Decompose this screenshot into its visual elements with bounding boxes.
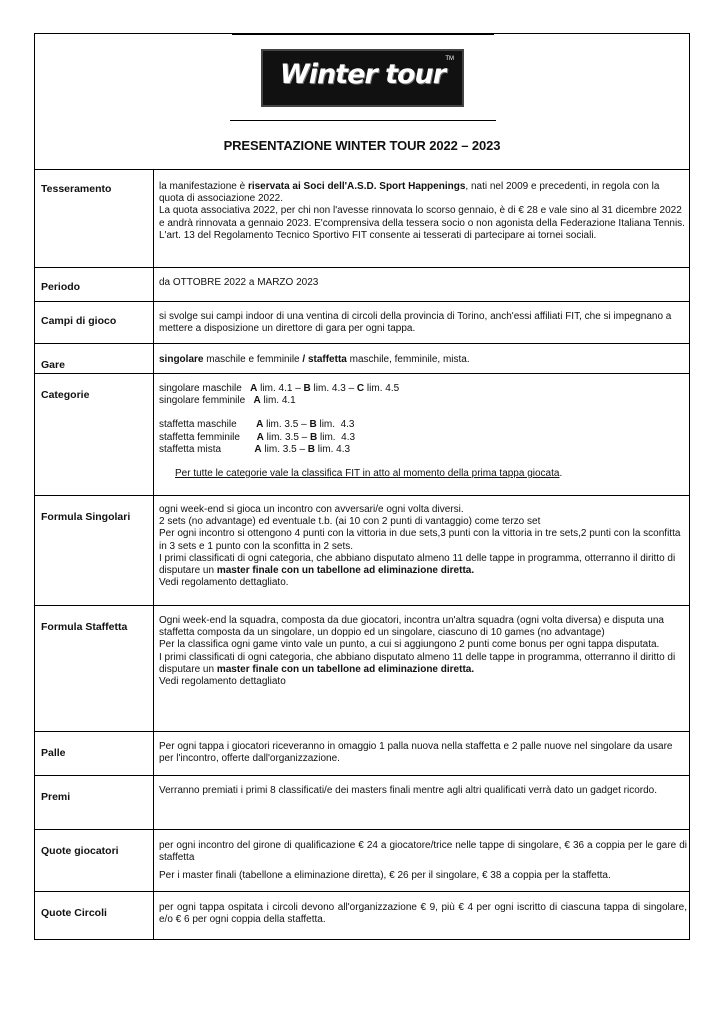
category-line [159, 383, 687, 395]
paragraph: L'art. 13 del Regolamento Tecnico Sportivo FIT consente ai tesserati di partecipare ai tornei sociali. [159, 229, 597, 241]
text-run: I primi classificati di ogni categoria, che abbiano disputato almeno 11 delle tappe in programma, otterranno il diritto di disputare un [159, 552, 676, 577]
category-letter: A [256, 419, 264, 431]
category-note [159, 468, 687, 480]
category-name: singolare maschile [159, 383, 242, 394]
paragraph: Ogni week-end la squadra, composta da due giocatori, incontra un'altra squadra (ogni volta diversa) e disputa una staffetta composta da un singolare, un doppio ed un singolare, ciascuno di 10 games (no advantage) [159, 615, 664, 639]
paragraph: 2 sets (no advantage) ed eventuale t.b. (ai 10 con 2 punti di vantaggio) come terzo set [159, 516, 541, 528]
bold-text-run: riservata ai Soci dell'A.S.D. Sport Happenings [247, 181, 466, 192]
category-limit: lim. 4.3 [315, 443, 351, 455]
row-quote-giocatori [35, 830, 689, 892]
category-line [159, 444, 687, 456]
row-premi [35, 776, 689, 830]
row-value [159, 181, 687, 242]
row-value [159, 840, 687, 883]
category-name: staffetta mista [159, 443, 222, 455]
text-run: I primi classificati di ogni categoria, che abbiano disputato almeno 11 delle tappe in programma, otterranno il diritto di disputare un [159, 651, 676, 675]
winter-tour-logo [261, 49, 464, 107]
logo-text: Winter tour [279, 59, 446, 90]
category-letter: A [253, 395, 261, 407]
category-limit: lim. 3.5 – [261, 443, 308, 455]
row-categorie [35, 374, 689, 496]
category-name: singolare femminile [159, 395, 246, 407]
category-letter: C [356, 383, 365, 394]
row-label: Quote giocatori [41, 845, 119, 857]
paragraph: ogni week-end si gioca un incontro con avversari/e ogni volta diversi. [159, 504, 464, 515]
row-label: Campi di gioco [41, 315, 117, 327]
spacer [221, 444, 254, 455]
category-letter: B [307, 443, 316, 455]
spacer [242, 383, 250, 394]
paragraph: Per i master finali (tabellone a eliminazione diretta), € 26 per il singolare, € 38 a coppia per la staffetta. [159, 870, 611, 882]
row-periodo [35, 268, 689, 302]
text-run: maschile, femminile, mista. [346, 354, 470, 365]
row-value: si svolge sui campi indoor di una ventina di circoli della provincia di Torino, anch'essi affiliati FIT, che si impegnano a mettere a disposizione un direttore di gara per ogni tappa. [159, 311, 672, 335]
paragraph [159, 652, 687, 676]
category-limit: lim. 4.1 [260, 395, 296, 407]
paragraph: Per la classifica ogni game vinto vale un punto, a cui si aggiungono 2 punti come bonus per ogni tappa disputata. [159, 639, 660, 651]
spacer [245, 395, 253, 406]
page-title: PRESENTAZIONE WINTER TOUR 2022 – 2023 [223, 138, 501, 153]
text-run: , nati nel 2009 e precedenti, in regola con la quota di associazione 2022. [159, 181, 660, 205]
paragraph: Vedi regolamento dettagliato. [159, 577, 289, 589]
row-label: Premi [41, 791, 71, 803]
category-letter: B [310, 431, 318, 443]
row-tesseramento [35, 170, 689, 268]
row-formula-staffetta [35, 606, 689, 732]
category-limit: lim. 4.3 – [310, 383, 357, 394]
row-label: Formula Singolari [41, 511, 131, 523]
row-value: da OTTOBRE 2022 a MARZO 2023 [159, 277, 319, 288]
category-limit: lim. 4.3 [317, 431, 356, 443]
category-limit: lim. 4.5 [364, 383, 400, 394]
category-name: staffetta maschile [159, 419, 237, 431]
row-label: Formula Staffetta [41, 621, 128, 633]
paragraph: Vedi regolamento dettagliato [159, 676, 286, 688]
row-palle [35, 732, 689, 776]
logo-trademark: TM [445, 56, 454, 62]
row-label: Categorie [41, 389, 90, 401]
top-rule [232, 34, 494, 35]
category-line [159, 395, 687, 407]
row-value [159, 504, 687, 589]
title-rule [230, 120, 496, 121]
category-letter: B [303, 383, 311, 394]
row-label: Tesseramento [41, 183, 112, 195]
row-value: per ogni tappa ospitata i circoli devono all'organizzazione € 9, più € 4 per ogni iscritto di ciascuna tappa di singolare, e/o € 6 per ogni coppia della staffetta. [159, 902, 687, 926]
category-limit: lim. 4.3 [316, 419, 355, 431]
category-letter: B [309, 419, 317, 431]
spacer [237, 419, 256, 430]
paragraph: La quota associativa 2022, per chi non l'avesse rinnovata lo scorso gennaio, è di € 28 e vale sino al 31 dicembre 2022 e andrà rinnovata a gennaio 2023. E'comprensiva della tessera socio o non agonista della Federazione Italiana Tennis. [159, 205, 685, 229]
row-value: Verranno premiati i primi 8 classificati/e dei masters finali mentre agli altri qualificati verrà dato un gadget ricordo. [159, 785, 658, 796]
category-limit: lim. 3.5 – [263, 431, 311, 443]
category-letter: A [254, 443, 262, 455]
category-line [159, 432, 687, 444]
category-letter: A [256, 431, 264, 443]
category-name: staffetta femminile [159, 431, 240, 443]
row-value: Per ogni tappa i giocatori riceveranno in omaggio 1 palla nuova nella staffetta e 2 palle nuove nel singolare da usare per l'incontro, offerte dall'organizzazione. [159, 741, 673, 765]
bold-text-run: / staffetta [302, 354, 347, 365]
row-gare [35, 344, 689, 374]
spacer [240, 432, 257, 443]
category-line [159, 419, 687, 431]
text-run: maschile e femminile [203, 354, 303, 365]
row-label: Periodo [41, 281, 81, 293]
row-label: Palle [41, 747, 66, 759]
row-quote-circoli [35, 892, 689, 940]
paragraph: per ogni incontro del girone di qualificazione € 24 a giocatore/trice nelle tappe di singolare, € 36 a coppia per le gare di staffetta [159, 840, 687, 864]
category-limit: lim. 3.5 – [263, 419, 310, 431]
row-campi-di-gioco [35, 302, 689, 344]
row-value [159, 383, 687, 480]
row-label: Quote Circoli [41, 907, 107, 919]
bold-text-run: master finale con un tabellone ad eliminazione diretta. [216, 663, 475, 675]
document-frame [34, 33, 690, 940]
bold-text-run: master finale con un tabellone ad eliminazione diretta. [216, 565, 475, 577]
bold-text-run: singolare [159, 354, 204, 365]
text-run: la manifestazione è [159, 181, 248, 192]
paragraph: Per ogni incontro si ottengono 4 punti con la vittoria in due sets,3 punti con la vittoria in tre sets,2 punti con la sconfitta in 3 sets e 1 punto con la sconfitta in 2 sets. [159, 528, 681, 552]
note-end: . [559, 468, 563, 480]
row-formula-singolari [35, 496, 689, 606]
note-text: Per tutte le categorie vale la classifica FIT in atto al momento della prima tappa giocata [175, 468, 560, 480]
category-letter: A [250, 383, 258, 394]
category-limit: lim. 4.1 – [257, 383, 304, 394]
row-value [159, 354, 687, 366]
row-label: Gare [41, 359, 65, 371]
document-header [35, 34, 689, 170]
paragraph [159, 553, 687, 577]
row-value [159, 615, 687, 688]
